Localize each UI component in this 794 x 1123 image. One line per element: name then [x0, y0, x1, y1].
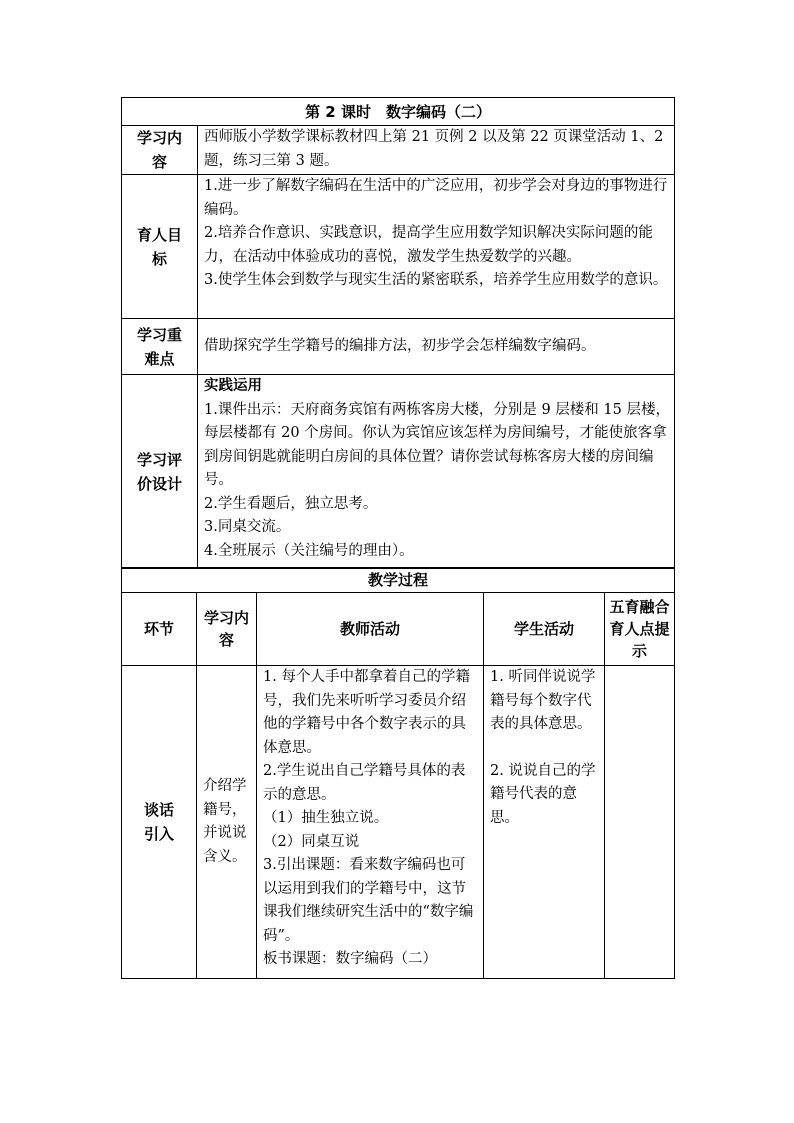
goals-label	[122, 175, 198, 319]
col-tips: 五育融合育人点提示	[605, 593, 675, 666]
process-heading: 教学过程	[122, 568, 675, 593]
goal-item-2: 2.培养合作意识、实践意识，提高学生应用数学知识解决实际问题的能力，在活动中体验成功的喜悦，激发学生热爱数学的兴趣。	[204, 225, 653, 265]
teacher-board-title: 板书课题：数字编码（二）	[263, 951, 437, 967]
stage-content: 介绍学籍号，并说说含义。	[197, 666, 257, 979]
teacher-step-1: 1. 每个人手中都拿着自己的学籍号，我们先来听听学习委员介绍他的学籍号中各个数字表示的具体意思。	[263, 669, 470, 756]
evaluation-cell	[198, 375, 675, 569]
key-points-label	[122, 319, 198, 375]
stage-name	[122, 666, 197, 979]
teacher-step-2: 2.学生说出自己学籍号具体的表示的意思。	[263, 763, 466, 803]
tips-cell	[605, 666, 675, 979]
evaluation-item-1: 1.课件出示：天府商务宾馆有两栋客房大楼，分别是 9 层楼和 15 层楼，每层楼都有 20 个房间。你认为宾馆应该怎样为房间编号，才能使旅客拿到房间钥匙就能明白房间的具体位置？请你尝试每栋客房大楼的房间编号。	[204, 401, 670, 488]
evaluation-item-4: 4.全班展示（关注编号的理由）。	[204, 542, 414, 559]
goal-item-1: 1.进一步了解数字编码在生活中的广泛应用，初步学会对身边的事物进行编码。	[204, 178, 668, 218]
content-text: 西师版小学数学课标教材四上第 21 页例 2 以及第 22 页课堂活动 1、2 题，练习三第 3 题。	[198, 126, 675, 175]
col-teacher: 教师活动	[257, 593, 484, 666]
content-label	[122, 126, 198, 175]
student-gap	[490, 737, 600, 760]
goals-cell	[198, 175, 675, 319]
student-step-1: 1. 听同伴说说学籍号每个数字代表的具体意思。	[490, 669, 596, 732]
evaluation-subtitle: 实践运用	[204, 378, 262, 394]
teacher-activity-cell	[257, 666, 484, 979]
student-step-2: 2. 说说自己的学籍号代表的意思。	[490, 762, 596, 826]
goal-item-3: 3.使学生体会到数学与现实生活的紧密联系，培养学生应用数学的意识。	[204, 272, 668, 288]
process-table	[121, 567, 675, 979]
stage-name-text: 谈话引入	[143, 801, 174, 843]
evaluation-item-3: 3.同桌交流。	[204, 519, 291, 535]
teacher-step-3: 3.引出课题：看来数字编码也可以运用到我们的学籍号中，这节课我们继续研究生活中的“数字编码”。	[263, 857, 474, 944]
lesson-info-table	[121, 97, 675, 569]
key-points-text: 借助探究学生学籍号的编排方法，初步学会怎样编数字编码。	[198, 319, 675, 375]
teacher-step-2a: （1）抽生独立说。	[263, 810, 389, 826]
evaluation-label	[122, 375, 198, 569]
evaluation-label-text: 学习评价设计	[136, 450, 182, 493]
col-content: 学习内容	[197, 593, 257, 666]
goals-label-text: 育人目标	[136, 225, 182, 268]
evaluation-item-2: 2.学生看题后，独立思考。	[204, 495, 378, 512]
lesson-title: 第 2 课时 数字编码（二）	[122, 98, 675, 126]
col-stage: 环节	[122, 593, 197, 666]
teacher-step-2b: （2）同桌互说	[263, 833, 360, 850]
content-label-text: 学习内容	[136, 129, 182, 171]
student-activity-cell	[484, 666, 605, 979]
col-student: 学生活动	[484, 593, 605, 666]
key-points-label-text: 学习重难点	[136, 325, 182, 368]
